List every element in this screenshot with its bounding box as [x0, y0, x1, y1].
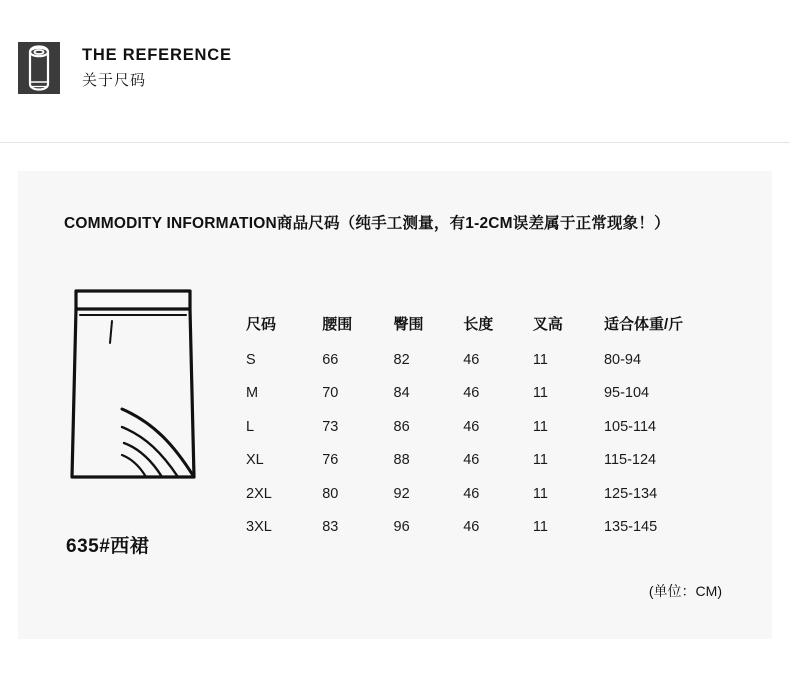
table-header-row	[246, 303, 726, 343]
cell-slit: 11	[532, 418, 548, 435]
size-info-card	[18, 171, 772, 639]
card-title-en: COMMODITY INFORMATION	[64, 215, 277, 232]
cell-length: 46	[463, 519, 480, 536]
unit-note: (单位：CM)	[648, 583, 722, 599]
header-waist: 腰围	[322, 315, 353, 333]
table-row	[246, 377, 726, 411]
cell-waist: 80	[322, 485, 339, 502]
cell-weight: 105-114	[603, 418, 657, 435]
cell-slit: 11	[532, 519, 548, 536]
cell-hip: 96	[393, 519, 410, 536]
cell-hip: 86	[393, 418, 410, 435]
rolled-fabric-icon	[18, 42, 60, 94]
cell-length: 46	[463, 452, 480, 469]
cell-length: 46	[463, 385, 480, 402]
header-hip: 臀围	[393, 315, 424, 333]
cell-slit: 11	[532, 385, 548, 402]
header-weight: 适合体重/斤	[603, 315, 684, 333]
cell-size: L	[246, 418, 255, 435]
table-row	[246, 410, 726, 444]
cell-weight: 125-134	[603, 485, 658, 502]
table-row	[246, 444, 726, 478]
cell-hip: 92	[393, 485, 410, 502]
cell-hip: 82	[393, 351, 410, 368]
page-title: THE REFERENCE	[82, 46, 232, 64]
page-subtitle: 关于尺码	[82, 71, 147, 89]
skirt-illustration-icon	[66, 277, 206, 487]
card-title	[64, 211, 670, 233]
cell-hip: 84	[393, 385, 410, 402]
cell-weight: 135-145	[603, 519, 658, 536]
cell-slit: 11	[532, 485, 548, 502]
header-divider	[0, 142, 790, 143]
table-row	[246, 343, 726, 377]
page-header	[0, 0, 790, 142]
cell-waist: 83	[322, 519, 339, 536]
cell-length: 46	[463, 418, 480, 435]
cell-size: S	[246, 351, 256, 368]
card-title-cn: 商品尺码（纯手工测量，有1-2CM误差属于正常现象！）	[276, 215, 670, 232]
size-table-head	[246, 303, 726, 343]
cell-waist: 66	[322, 351, 339, 368]
cell-length: 46	[463, 485, 480, 502]
cell-weight: 115-124	[603, 452, 657, 469]
cell-size: 3XL	[246, 519, 272, 536]
header-slit: 叉高	[532, 315, 563, 333]
size-table-body	[246, 343, 726, 544]
header-content	[18, 42, 232, 94]
cell-size: M	[246, 385, 259, 402]
cell-weight: 80-94	[603, 351, 642, 368]
cell-size: XL	[246, 452, 264, 469]
header-size: 尺码	[246, 315, 277, 333]
cell-waist: 73	[322, 418, 339, 435]
cell-slit: 11	[532, 351, 548, 368]
table-row	[246, 477, 726, 511]
cell-length: 46	[463, 351, 480, 368]
header-length: 长度	[463, 315, 494, 333]
cell-size: 2XL	[246, 485, 272, 502]
header-text-block	[82, 42, 232, 90]
cell-weight: 95-104	[603, 385, 650, 402]
cell-waist: 70	[322, 385, 339, 402]
table-row	[246, 511, 726, 545]
cell-slit: 11	[532, 452, 548, 469]
cell-hip: 88	[393, 452, 410, 469]
size-table	[246, 303, 726, 544]
illustration-caption: 635#西裙	[66, 536, 150, 557]
cell-waist: 76	[322, 452, 339, 469]
